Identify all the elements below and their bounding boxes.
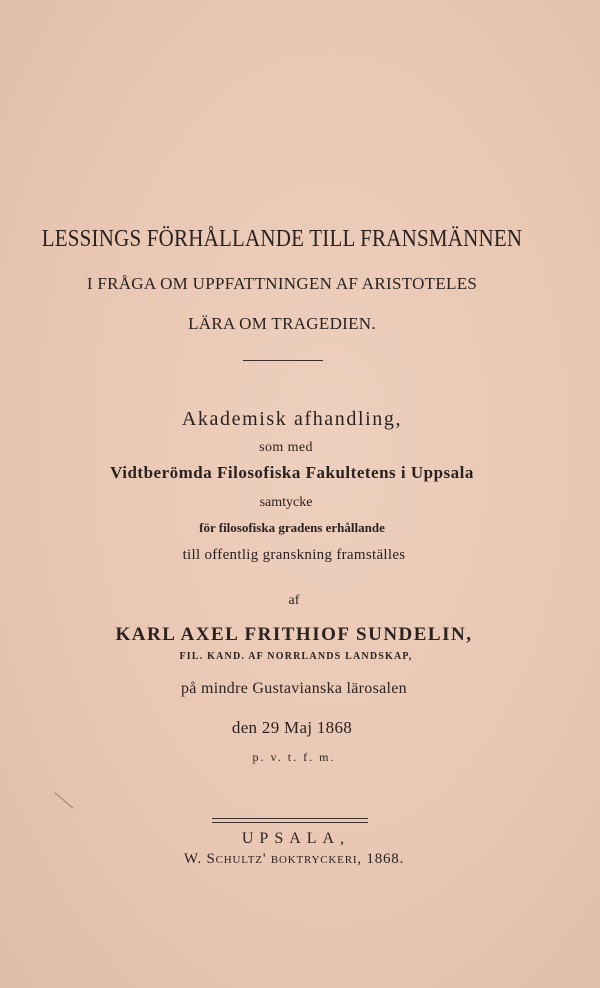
title-divider [243, 360, 323, 361]
imprint-divider [212, 818, 368, 823]
venue-abbreviation: p. v. t. f. m. [252, 750, 336, 764]
subtitle-line-7: af [288, 593, 300, 608]
subtitle-line-1: Akademisk afhandling, [181, 408, 403, 430]
paper-scratch-mark [54, 792, 73, 808]
author-name: KARL AXEL FRITHIOF SUNDELIN, [115, 624, 473, 645]
venue-date: den 29 Maj 1868 [231, 718, 353, 737]
subtitle-line-4: samtycke [259, 495, 313, 510]
subtitle-line-5: för filosofiska gradens erhållande [199, 520, 385, 535]
title-line-3: LÄRA OM TRAGEDIEN. [188, 314, 376, 333]
venue-place: på mindre Gustavianska lärosalen [181, 680, 407, 697]
subtitle-line-6: till offentlig granskning framställes [182, 547, 406, 563]
title-line-2: I FRÅGA OM UPPFATTNINGEN AF ARISTOTELES [86, 274, 478, 293]
subtitle-line-3: Vidtberömda Filosofiska Fakultetens i Uppsala [110, 463, 474, 482]
author-info: FIL. KAND. AF NORRLANDS LANDSKAP, [179, 651, 413, 662]
imprint-city: UPSALA, [241, 830, 351, 847]
imprint-printer: W. Schultz' boktryckeri, 1868. [183, 851, 405, 867]
title-line-1: LESSINGS FÖRHÅLLANDE TILL FRANSMÄNNEN [41, 224, 523, 252]
subtitle-line-2: som med [259, 440, 313, 455]
